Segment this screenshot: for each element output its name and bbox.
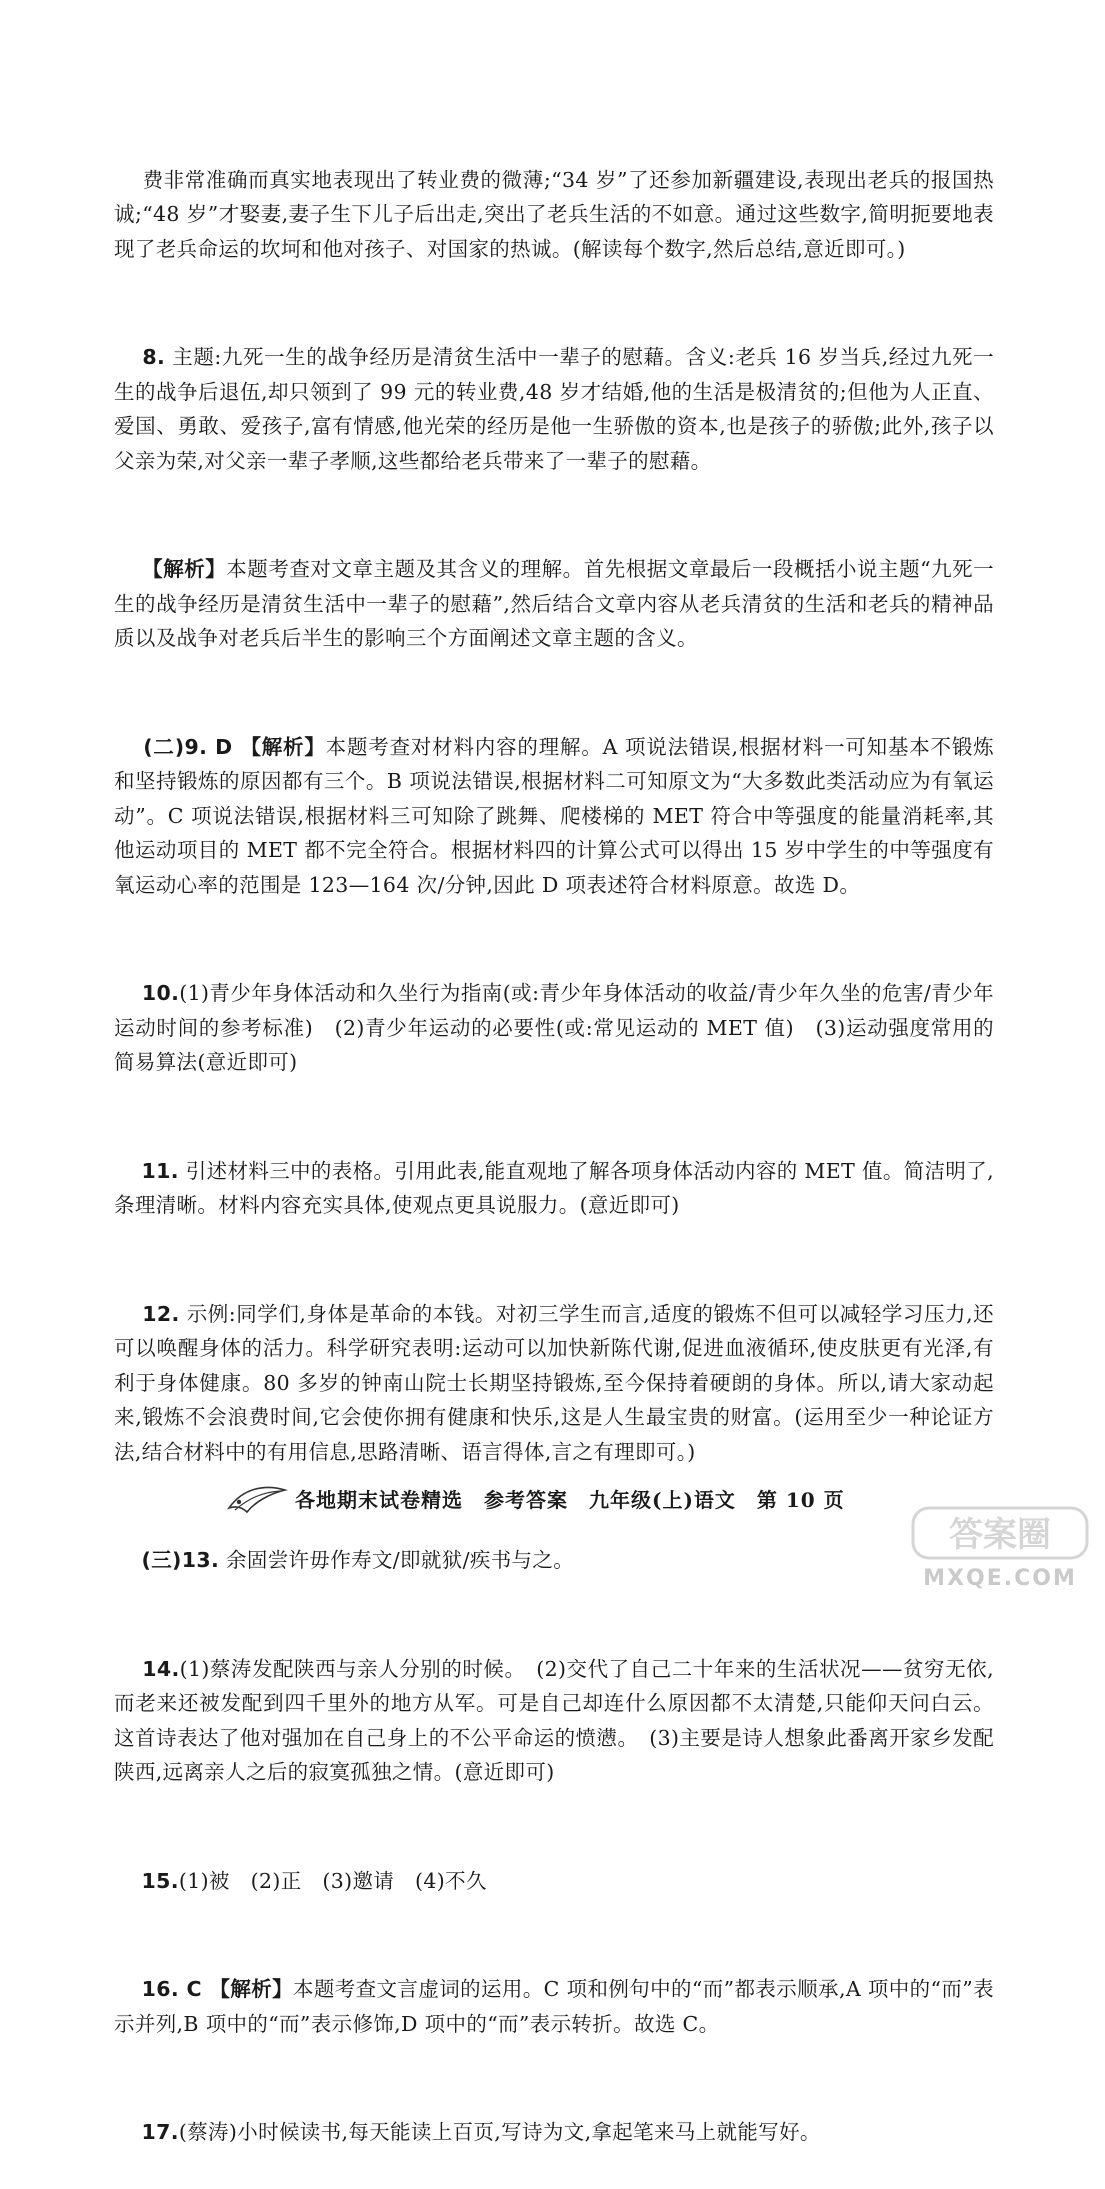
page-footer: [225, 1484, 945, 1534]
question-number: 16.: [141, 1977, 179, 2001]
para-text: 本题考查文言虚词的运用。C 项和例句中的“而”都表示顺承,A 项中的“而”表示并列,B 项中的“而”表示修饰,D 项中的“而”表示转折。故选 C。: [114, 1977, 995, 2036]
answer-11: [114, 1119, 994, 1257]
answer-8-analysis: [114, 518, 994, 691]
para-text: 主题:九死一生的战争经历是清贫生活中一辈子的慰藉。含义:老兵 16 岁当兵,经过九死一生的战争后退伍,却只领到了 99 元的转业费,48 岁才结婚,他的生活是极清贫的;但他为人正直、爱国、勇敢、爱孩子,富有情感,他光荣的经历是他一生骄傲的资本,也是孩子的骄傲;此外,孩子以父亲为荣,对父亲一辈子孝顺,这些都给老兵带来了一辈子的慰藉。: [114, 345, 994, 473]
para-text: 示例:同学们,身体是革命的本钱。对初三学生而言,适度的锻炼不但可以减轻学习压力,还可以唤醒身体的活力。科学研究表明:运动可以加快新陈代谢,促进血液循环,使皮肤更有光泽,有利于身体健康。80 多岁的钟南山院士长期坚持锻炼,至今保持着硬朗的身体。所以,请大家动起来,锻炼不会浪费时间,它会使你拥有健康和快乐,这是人生最宝贵的财富。(运用至少一种论证方法,结合材料中的有用信息,思路清晰、语言得体,言之有理即可。): [114, 1301, 994, 1464]
para-text: 余固尝许毋作寿文/即就狱/疾书与之。: [219, 1548, 575, 1572]
question-number: 15.: [141, 1868, 179, 1893]
para-text: (1)蔡涛发配陕西与亲人分别的时候。 (2)交代了自己二十年来的生活状况——贫穷无依,而老来还被发配到四千里外的地方从军。可是自己却连什么原因都不太清楚,只能仰天问白云。这首诗表达了他对强加在自己身上的不公平命运的愤懑。 (3)主要是诗人想象此番离开家乡发配陕西,远离亲人之后的寂寞孤独之情。(意近即可): [114, 1656, 995, 1784]
para-text: (1)被 (2)正 (3)邀请 (4)不久: [178, 1868, 487, 1893]
para-text: (1)青少年身体活动和久坐行为指南(或:青少年身体活动的收益/青少年久坐的危害/青少年运动时间的参考标准) (2)青少年运动的必要性(或:常见运动的 MET 值) (3)运动强度常用的简易算法(意近即可): [114, 981, 995, 1074]
question-number: 14.: [142, 1656, 180, 1681]
para-text: 费非常准确而真实地表现出了转业费的微薄;“34 岁”了还参加新疆建设,表现出老兵的报国热诚;“48 岁”才娶妻,妻子生下儿子后出走,突出了老兵生活的不如意。通过这些数字,简明扼要地表现了老兵命运的坎坷和他对孩子、对国家的热诚。(解读每个数字,然后总结,意近即可。): [114, 167, 995, 261]
analysis-tag: C 【解析】: [179, 1977, 293, 2001]
para-text: 本题考查对文章主题及其含义的理解。首先根据文章最后一段概括小说主题“九死一生的战争经历是清贫生活中一辈子的慰藉”,然后结合文章内容从老兵清贫的生活和老兵的精神品质以及战争对老兵后半生的影响三个方面阐述文章主题的含义。: [114, 557, 994, 650]
answer-10: [114, 942, 994, 1115]
para-text: 引述材料三中的表格。引用此表,能直观地了解各项身体活动内容的 MET 值。简洁明了,条理清晰。材料内容充实具体,使观点更具说服力。(意近即可): [114, 1158, 995, 1217]
question-number: 10.: [141, 981, 180, 1005]
question-number: 11.: [141, 1158, 179, 1183]
question-number: 12.: [142, 1301, 180, 1326]
para-text: (蔡涛)小时候读书,每天能读上百页,写诗为文,拿起笔来马上就能写好。: [178, 2120, 821, 2144]
question-number: 8.: [142, 345, 166, 369]
answer-14: [114, 1617, 994, 1824]
answer-17: [114, 2081, 994, 2185]
paragraph-7-continuation: [114, 128, 994, 301]
answer-content: [114, 128, 994, 2189]
analysis-tag: 【解析】: [142, 557, 227, 581]
watermark-brand: 答案圈: [949, 1515, 1051, 1555]
answer-9: [114, 695, 994, 937]
answer-12: [114, 1262, 994, 1504]
analysis-tag: D 【解析】: [207, 734, 326, 759]
footer-caption: 各地期末试卷精选 参考答案 九年级(上)语文 第 10 页: [295, 1488, 845, 1512]
question-number: 17.: [141, 2120, 179, 2144]
answer-16: [114, 1938, 994, 2076]
answer-15: [114, 1829, 994, 1933]
question-number: (三)13.: [141, 1548, 220, 1572]
watermark-logo-icon: [905, 1500, 1095, 1564]
leaf-ornament-icon: [225, 1480, 289, 1516]
watermark: [905, 1500, 1095, 1595]
answer-8: [114, 306, 994, 513]
question-number: (二)9.: [143, 734, 208, 759]
para-text: 本题考查对材料内容的理解。A 项说法错误,根据材料一可知基本不锻炼和坚持锻炼的原因都有三个。B 项说法错误,根据材料二可知原文为“大多数此类活动应为有氧运动”。C 项说法错误,根据材料三可知除了跳舞、爬楼梯的 MET 符合中等强度的能量消耗率,其他运动项目的 MET 都不完全符合。根据材料四的计算公式可以得出 15 岁中学生的中等强度有氧运动心率的范围是 123—164 次/分钟,因此 D 项表述符合材料原意。故选 D。: [114, 734, 995, 897]
watermark-site: MXQE.COM: [923, 1566, 1077, 1591]
